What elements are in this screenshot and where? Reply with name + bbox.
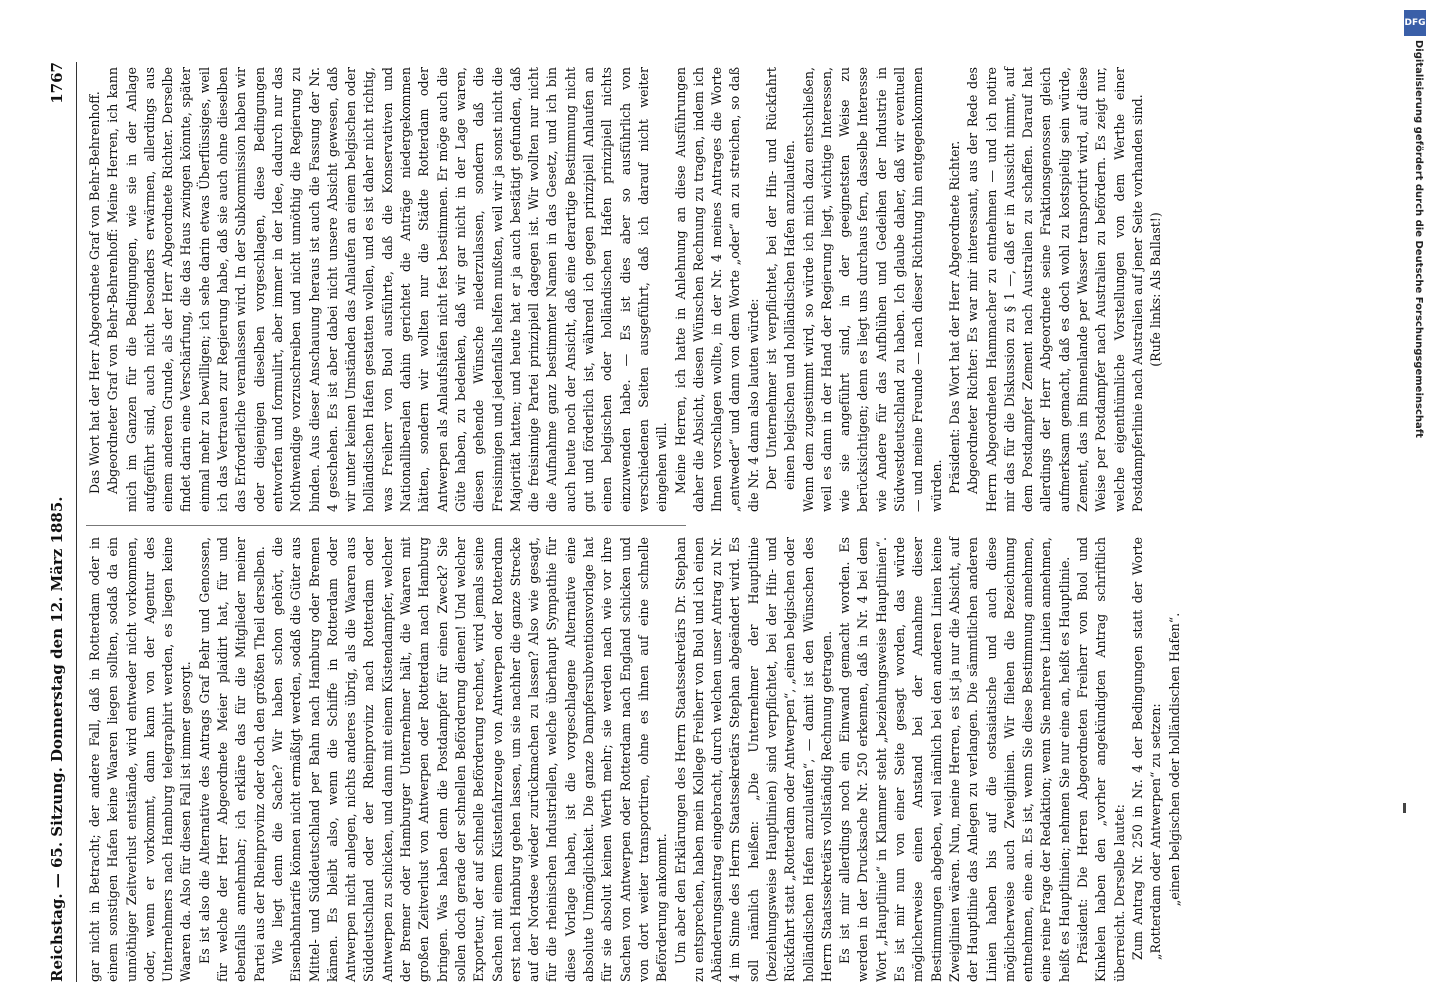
digitization-sidebar xyxy=(1400,10,1432,1000)
speaker-paragraph: Präsident: Die Herren Abgeordneten Freiherr von Buol und Kinkelen haben den „vorher angekündigten Antrag schriftlich überreicht. Derselbe lautet: xyxy=(1075,537,1127,982)
funding-note: Digitalisierung gefördert durch die Deutsche Forschungsgemeinschaft xyxy=(1413,40,1424,438)
paragraph: Meine Herren, ich hatte in Anlehnung an diese Ausführungen daher die Absicht, diesen Wünschen Rechnung zu tragen, indem ich Ihnen vorschlagen wollte, in der Nr. 4 meines Antrages die Worte „entweder“ und dann von dem Worte „oder“ an zu streichen, so daß die Nr. 4 dann also lauten würde: xyxy=(672,67,761,512)
header-rule xyxy=(76,62,77,982)
paragraph: Wie liegt denn die Sache? Wir haben schon gehört, die Eisenbahntarife können nicht ermäßigt werden, sodaß die Güter aus Mittel- und Süddeutschland per Bahn nach Hamburg oder Bremen kämen. Es bleibt also, wenn die Schiffe in Rotterdam oder Antwerpen nicht anlegen, nichts anderes übrig, als die Waaren aus Süddeutschland oder der Rheinprovinz nach Rotterdam oder Antwerpen zu schicken, und dann mit einem Küstendampfer, welcher der Bremer oder Hamburger Unternehmer hält, die Waaren mit großen Zeitverlust von Antwerpen oder Rotterdam nach Hamburg bringen. Was haben denn die Postdampfer für einen Zweck? Sie sollen doch gerade der schnellen Beförderung dienen! Und welcher Exporteur, der auf schnelle Beförderung rechnet, wird jemals seine Sachen mit einem Küstenfahrzeuge von Antwerpen oder Rotterdam erst nach Hamburg gehen lassen, um sie nachher die ganze Strecke auf der Nordsee wieder zurückmachen zu lassen? Also wie gesagt, für die rheinischen Industriellen, welche überhaupt Sympathie für diese Vorlage haben, ist die vorgeschlagene Alternative eine absolute Unmöglichkeit. Die ganze Dampfersubventionsvorlage hat für sie absolut keinen Werth mehr; sie werden nach wie vor ihre Sachen von Antwerpen oder Rotterdam nach England schicken und von dort weiter transportiren, ohne es ihnen auf eine schnelle Beförderung ankommt. xyxy=(269,537,670,982)
running-head: Reichstag. — 65. Sitzung. Donnerstag den 12. März 1885. xyxy=(48,496,66,982)
paragraph: (Rufe links: Als Ballast!) xyxy=(1148,212,1164,367)
paragraph: Abgeordneter Graf von Behr-Behrenhoff: Meine Herren, ich kann mich im Ganzen für die Bedingungen, wie sie in der Anlage aufgeführt sind, auch nicht besonders erwärmen, allerdings aus einem anderen Grunde, als der Herr Abgeordnete Richter. Derselbe findet darin eine Verschärfung, die das Haus zwingen könnte, später einmal mehr zu bewilligen; ich sehe darin etwas Überflüssiges, weil ich das Vertrauen zur Regierung habe, daß sie auch ohne dieselben das Erforderliche veranlassen wird. In der Subkommission haben wir oder diejenigen dieselben vorgeschlagen, diese Bedingungen entworfen und formulirt, aber immer in der Idee, dadurch nur das Nothwendige vorzuschreiben und nicht unnöthig die Regierung zu binden. Aus dieser Anschauung heraus ist auch die Fassung der Nr. 4 geschehen. Es ist aber dabei nicht unsere Absicht gewesen, daß wir unter keinen Umständen das Anlaufen an einem belgischen oder holländischen Hafen gestatten wollen, und es ist daher nicht richtig, was Freiherr von Buol ausführte, daß die Konservativen und Nationalliberalen dahin gerichtet die Anträge niedergekommen hätten, sondern wir wollten nur die Städte Rotterdam oder Antwerpen als Anlaufshäfen nicht fest bestimmen. Er möge auch die Güte haben, zu bedenken, daß wir gar nicht in der Lage waren, diesen gehende Wünsche niederzulassen, sondern daß die Freisinnigen und jedenfalls helfen mußten, weil wir ja sonst nicht die Majorität hatten; und heute hat er ja auch bestätigt gefunden, daß die freisinnige Partei prinzipiell dagegen ist. Wir wollten nur nicht die Aufnahme ganz bestimmter Namen in das Gesetz, und ich bin auch heute noch der Ansicht, daß eine derartige Bestimmung nicht gut und förderlich ist, während ich gegen prinzipiell Anlaufen an einen belgischen oder holländischen Hafen prinzipiell nichts einzuwenden habe. — Es ist dies aber so ausführlich von verschiedenen Seiten ausgeführt, daß ich darauf nicht weiter eingehen will. xyxy=(105,67,670,512)
paragraph: Zum Antrag Nr. 250 in Nr. 4 der Bedingungen statt der Worte „Rotterdam oder Antwerpen“ zu setzen: xyxy=(1129,537,1164,960)
rotated-page-scan xyxy=(40,42,1420,982)
left-column xyxy=(86,537,1182,982)
right-column xyxy=(86,67,1164,512)
paragraph: „einen belgischen oder holländischen Hafen“. xyxy=(1166,612,1182,907)
speaker-paragraph: Präsident: Das Wort hat der Herr Abgeordnete Richter. xyxy=(946,140,962,494)
paragraph: gar nicht in Betracht; der andere Fall, daß in Rotterdam oder in einem sonstigen Hafen keine Waaren liegen sollten, sodaß da ein unnöthiger Zeitverlust entstände, wird entweder nicht vorkommen, oder, wenn er vorkommt, dann kann von der Agentur des Unternehmers nach Hamburg telegraphirt werden, es liegen keine Waaren da. Also für diesen Fall ist immer gesorgt. xyxy=(87,537,194,982)
column-divider xyxy=(86,525,686,526)
page-number: 1767 xyxy=(48,62,66,104)
paragraph: Der Unternehmer ist verpflichtet, bei der Hin- und Rückfahrt einen belgischen und holländischen Hafen anzulaufen. xyxy=(763,67,798,490)
paragraph: Abgeordneter Richter: Es war mir interessant, aus der Rede des Herrn Abgeordneten Hammacher zu entnehmen — und ich notire mir das für die Diskussion zu § 1 —, daß er in Aussicht nimmt, auf dem Postdampfer Zement nach Australien zu schaffen. Darauf hat allerdings der Herr Abgeordnete seine Fraktionsgenossen gleich aufmerksam gemacht, daß es doch wohl zu kostspielig sein würde, Zement, das im Binnenlande per Wasser transportirt wird, auf diese Weise per Postdampfer nach Australien zu befördern. Es zeigt nur, welche eigenthümliche Vorstellungen von dem Werthe einer Postdampferlinie nach Australien auf jener Seite vorhanden sind. xyxy=(965,67,1145,512)
dfg-logo: DFG xyxy=(1404,10,1426,36)
paragraph: Wenn dem zugestimmt wird, so würde ich mich dazu entschließen, weil es dann in der Hand der Regierung liegt, wichtige Interessen, wie sie angeführt sind, in der geeignetsten Weise zu berücksichtigen; denn es liegt uns durchaus fern, dasselbe Interesse wie Andere für das Aufblühen und Gedeihen der Industrie in Südwestdeutschland zu haben. Ich glaube daher, daß wir eventuell — und meine Freunde — nach dieser Richtung hin entgegenkommen würden. xyxy=(800,67,944,512)
paragraph: Es ist mir allerdings noch ein Einwand gemacht worden. Es werden in der Drucksache Nr. 250 erkennen, daß in Nr. 4 bei dem Wort „Hauptlinie“ in Klammer steht „beziehungsweise Hauptlinien“. Es ist mir nun von einer Seite gesagt worden, das würde möglicherweise einen Anstand bei der Annahme dieser Bestimmungen abgeben, weil nämlich bei den anderen Linien keine Zweiglinien wären. Nun, meine Herren, es ist ja nur die Absicht, auf der Hauptlinie das Anlegen zu verlangen. Die sämmtlichen anderen Linien haben bis auf die ostasiatische und auch diese möglicherweise auch Zweiglinien. Wir fliehen die Bezeichnung entnehmen, eine an. Es ist, wenn Sie diese Bestimmung annehmen, eine reine Frage der Redaktion; wenn Sie mehrere Linien annehmen, heißt es Hauptlinien; nehmen Sie nur eine an, heißt es Hauptlinie. xyxy=(837,537,1072,982)
paragraph: Um aber den Erklärungen des Herrn Staatssekretärs Dr. Stephan zu entsprechen, haben mein Kollege Freiherr von Buol und ich einen Abänderungsantrag eingebracht, durch welchen unser Antrag zu Nr. 4 im Sinne des Herrn Staatssekretärs Stephan abgeändert wird. Es soll nämlich heißen: „Die Unternehmer der Hauptlinie (beziehungsweise Hauptlinien) sind verpflichtet, bei der Hin- und Rückfahrt statt „Rotterdam oder Antwerpen“, „einen belgischen oder holländischen Hafen anzulaufen“, — damit ist den Wünschen des Herrn Staatssekretärs vollständig Rechnung getragen. xyxy=(672,537,834,982)
paragraph: Es ist also die Alternative des Antrags Graf Behr und Genossen, für welche der Herr Abgeordnete Meier plaidirt hat, für und ebenfalls annehmbar; ich erkläre das für die Mitglieder meiner Partei aus der Rheinprovinz oder doch den größten Theil derselben. xyxy=(196,537,267,982)
page-header xyxy=(40,62,74,982)
paragraph: Das Wort hat der Herr Abgeordnete Graf von Behr-Behrenhoff. xyxy=(87,91,102,494)
